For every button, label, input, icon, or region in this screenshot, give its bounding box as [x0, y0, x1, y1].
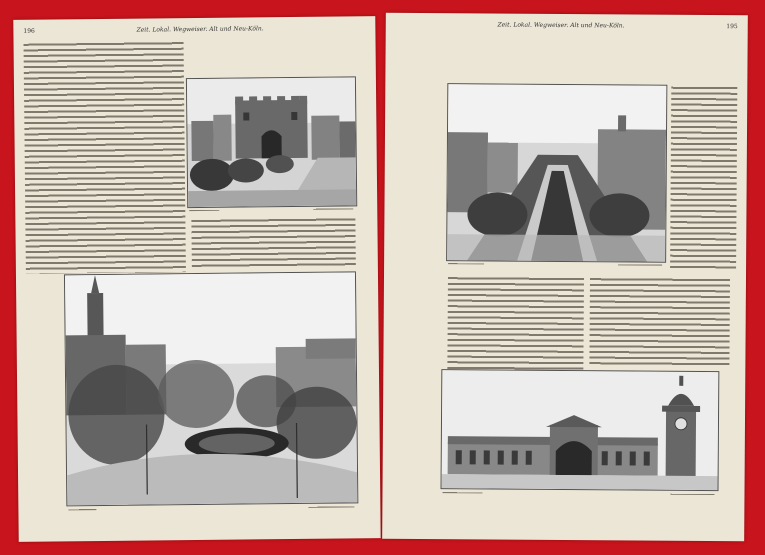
left-page [13, 16, 380, 542]
boulevard-illustration [447, 84, 666, 262]
photo-gate-tower [186, 76, 357, 208]
railway-station-illustration [442, 370, 719, 490]
photo-boulevard [446, 83, 667, 263]
caption-gate-tower [189, 206, 353, 213]
caption-boulevard [448, 261, 662, 267]
ring-park-illustration [65, 272, 357, 505]
left-header [23, 24, 365, 35]
photo-ring-park [64, 271, 358, 506]
gate-tower-illustration [187, 77, 356, 207]
caption-railway-station [442, 490, 714, 497]
right-page-number: 195 [726, 23, 738, 31]
right-header [396, 21, 738, 30]
right-page [382, 13, 748, 542]
left-text-column-right [191, 216, 356, 270]
left-text-column-top [24, 40, 186, 274]
left-page-number: 196 [23, 27, 35, 35]
right-text-column-narrow [670, 85, 737, 269]
right-text-column-right [589, 276, 730, 367]
left-running-head: Zeit. Lokal. Wegweiser. Alt und Neu-Köln. [136, 25, 264, 34]
right-running-head: Zeit. Lokal. Wegweiser. Alt und Neu-Köln. [497, 21, 625, 30]
photo-railway-station [441, 369, 720, 491]
